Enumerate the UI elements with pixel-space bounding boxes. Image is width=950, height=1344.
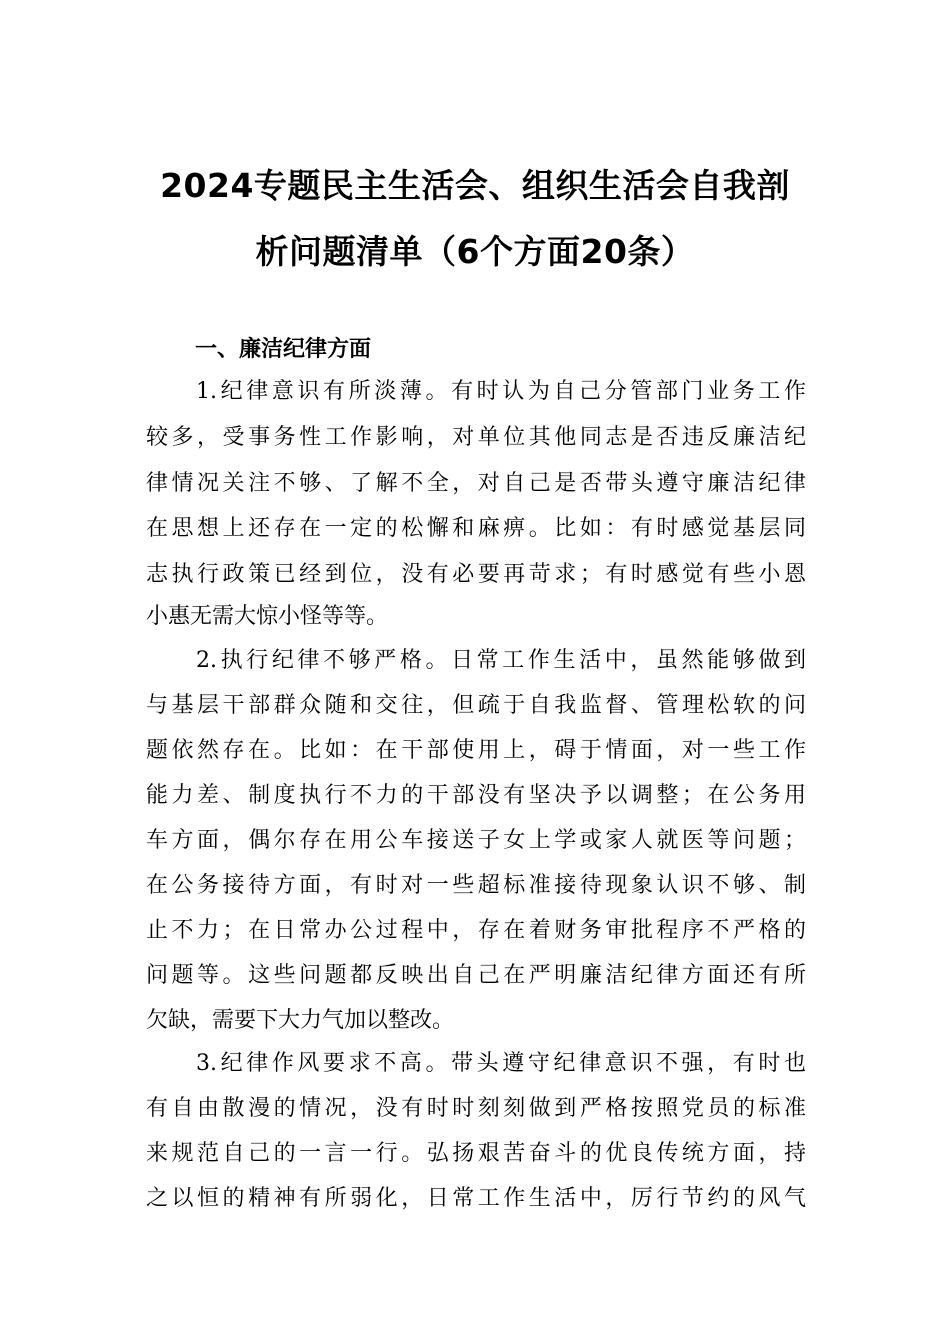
- paragraph-3-line: 来规范自己的一言一行。弘扬艰苦奋斗的优良传统方面，持: [146, 1141, 806, 1166]
- paragraph-1-line: 在思想上还存在一定的松懈和麻痹。比如：有时感觉基层同: [146, 516, 806, 541]
- paragraph-2-line: 2.执行纪律不够严格。日常工作生活中，虽然能够做到: [196, 648, 806, 673]
- paragraph-1-line: 志执行政策已经到位，没有必要再苛求；有时感觉有些小恩: [146, 562, 806, 587]
- paragraph-2-line: 题依然存在。比如：在干部使用上，碍于情面，对一些工作: [146, 738, 806, 763]
- paragraph-2-line: 能力差、制度执行不力的干部没有坚决予以调整；在公务用: [146, 783, 806, 808]
- paragraph-3-line: 3.纪律作风要求不高。带头遵守纪律意识不强，有时也: [196, 1051, 806, 1076]
- paragraph-1-line: 1.纪律意识有所淡薄。有时认为自己分管部门业务工作: [196, 379, 806, 404]
- paragraph-2-line: 止不力；在日常办公过程中，存在着财务审批程序不严格的: [146, 918, 806, 943]
- paragraph-2-line: 欠缺，需要下大力气加以整改。: [146, 1008, 455, 1033]
- paragraph-2-line: 车方面，偶尔存在用公车接送子女上学或家人就医等问题；: [146, 828, 806, 853]
- paragraph-1-line: 小惠无需大惊小怪等等。: [146, 604, 389, 629]
- paragraph-3-line: 之以恒的精神有所弱化，日常工作生活中，厉行节约的风气: [146, 1186, 806, 1211]
- document-title-line-2: 析问题清单（6个方面20条）: [255, 232, 695, 271]
- document-title-line-1: 2024专题民主生活会、组织生活会自我剖: [160, 166, 790, 205]
- paragraph-2-line: 与基层干部群众随和交往，但疏于自我监督、管理松软的问: [146, 693, 806, 718]
- paragraph-2-line: 在公务接待方面，有时对一些超标准接待现象认识不够、制: [146, 873, 806, 898]
- paragraph-1-line: 律情况关注不够、了解不全，对自己是否带头遵守廉洁纪律: [146, 471, 806, 496]
- paragraph-3-line: 有自由散漫的情况，没有时时刻刻做到严格按照党员的标准: [146, 1096, 806, 1121]
- paragraph-1-line: 较多，受事务性工作影响，对单位其他同志是否违反廉洁纪: [146, 425, 806, 450]
- section-heading: 一、廉洁纪律方面: [195, 337, 372, 362]
- paragraph-2-line: 问题等。这些问题都反映出自己在严明廉洁纪律方面还有所: [146, 963, 806, 988]
